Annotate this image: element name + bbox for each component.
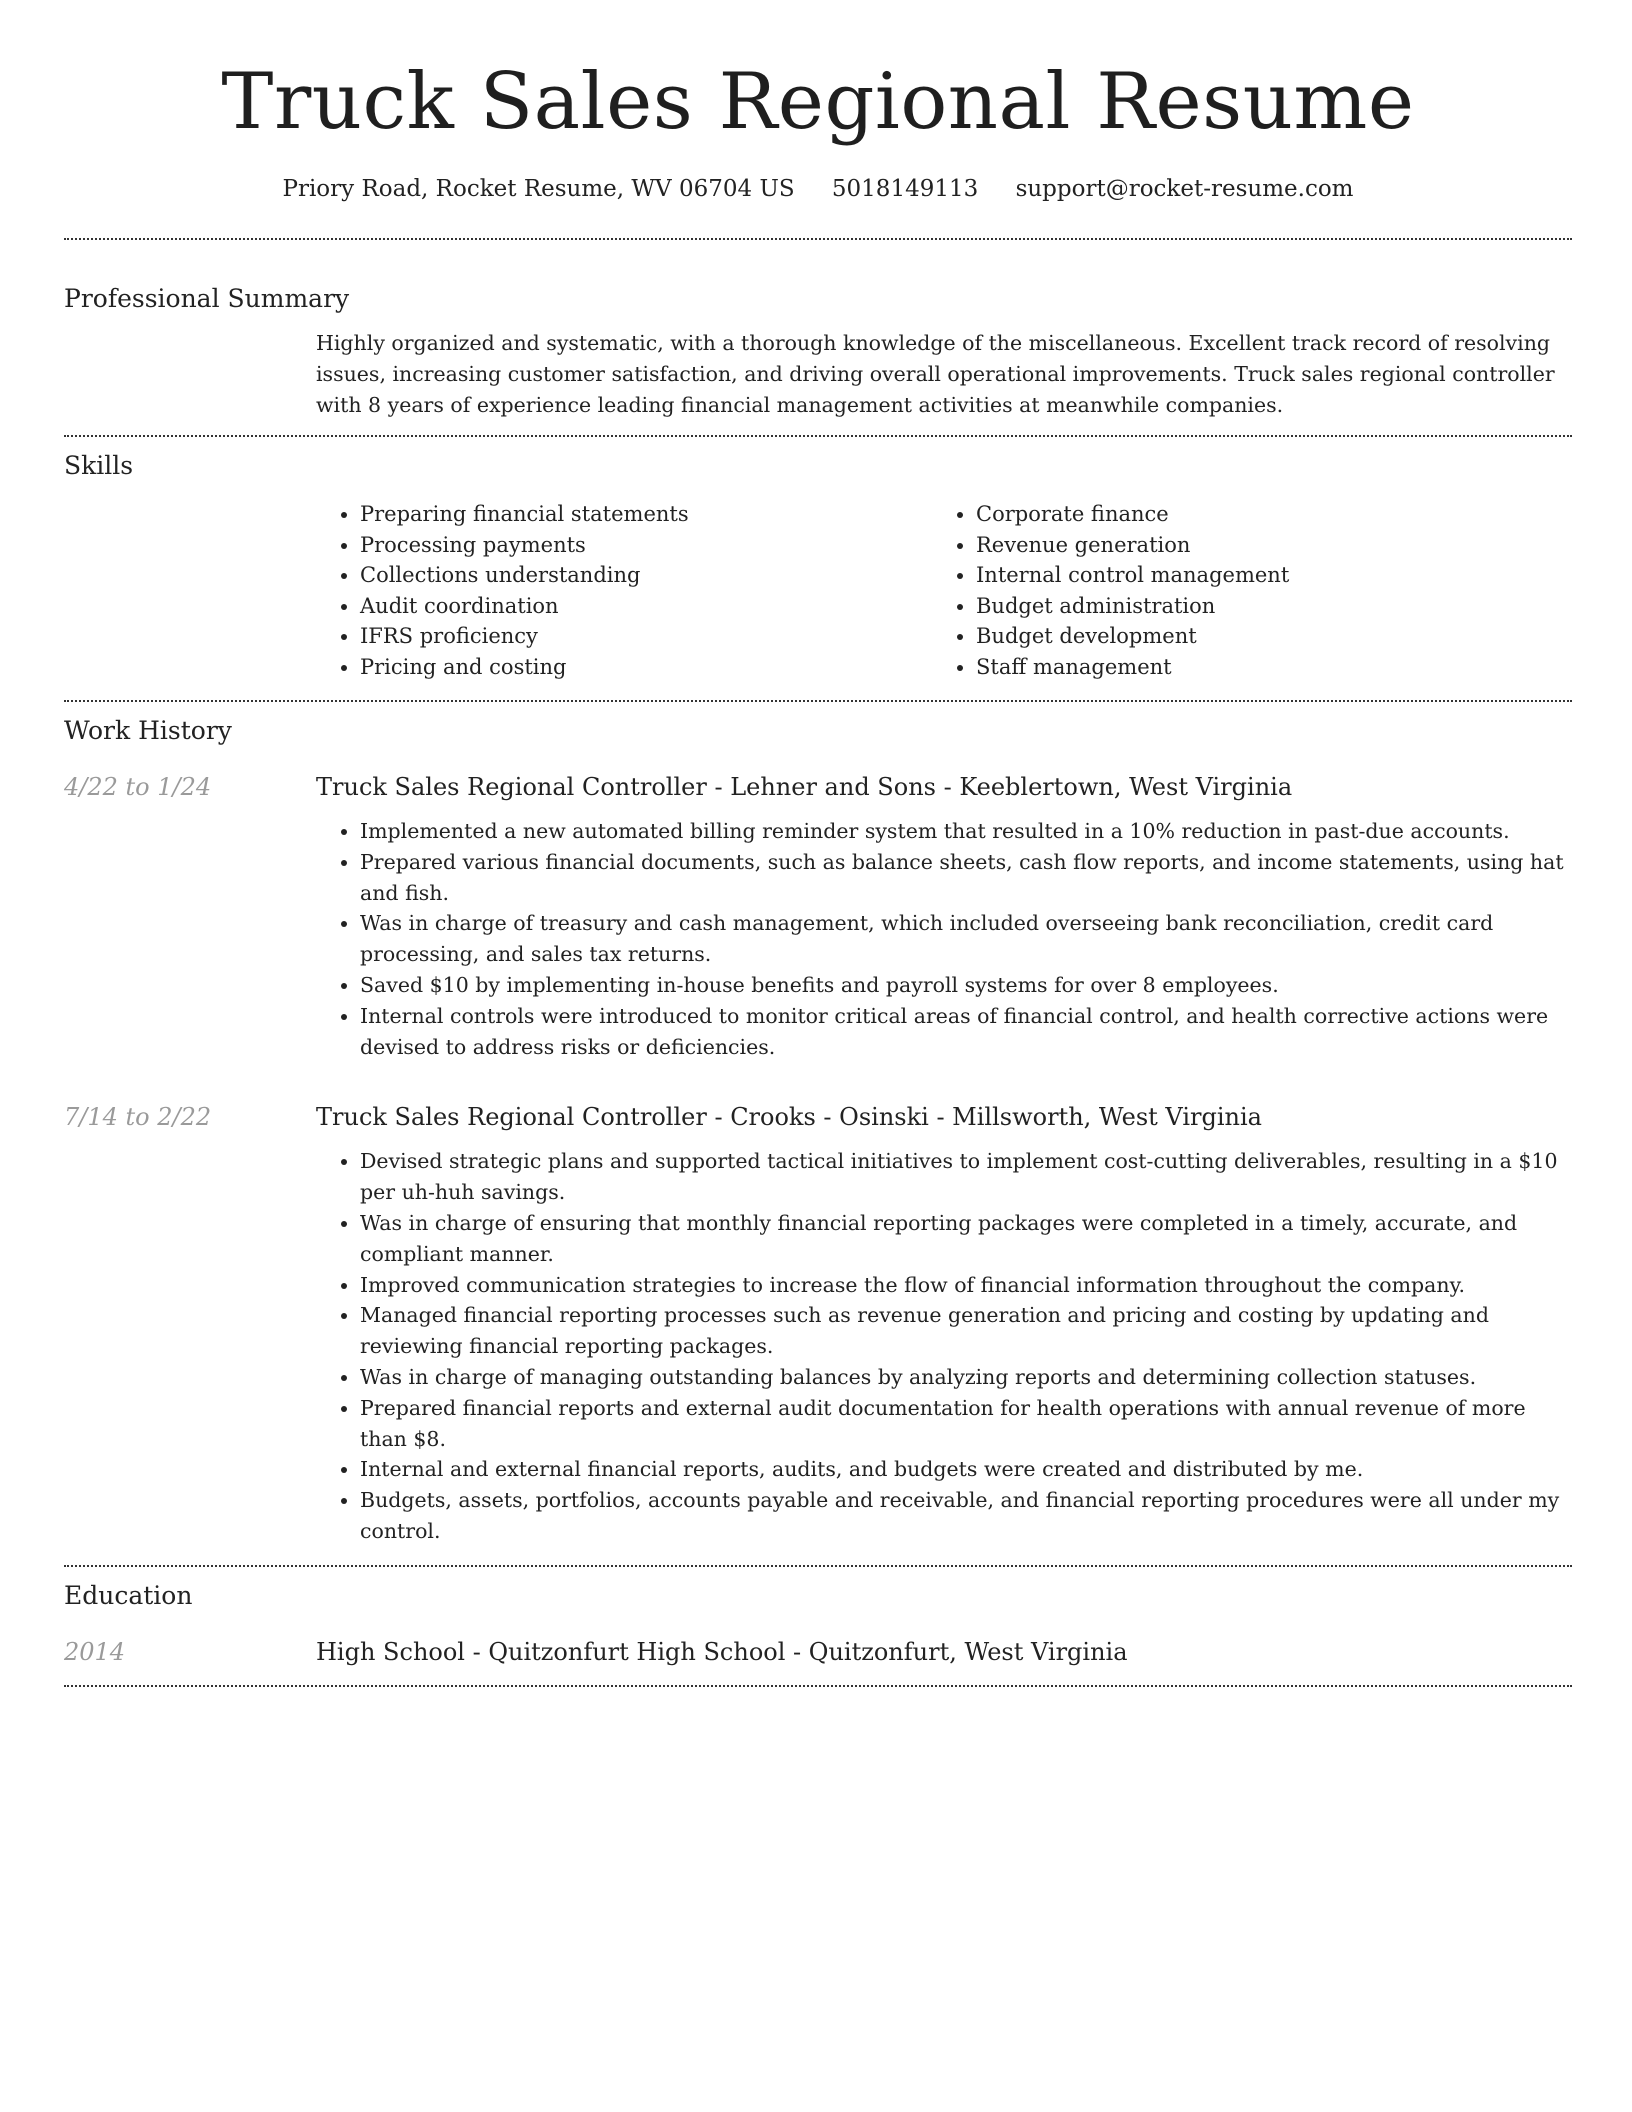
skills-list-right — [932, 499, 1548, 682]
job-bullets — [316, 816, 1572, 1062]
skill-item: • Processing payments — [360, 530, 932, 561]
skills-columns — [316, 499, 1572, 682]
skill-item: • Budget administration — [976, 591, 1548, 622]
skill-item: • Revenue generation — [976, 530, 1548, 561]
skills-list-left — [316, 499, 932, 682]
job-bullet: • Improved communication strategies to increase the flow of financial information throughout the company. — [360, 1270, 1572, 1301]
skill-item: • Staff management — [976, 652, 1548, 683]
job-bullet: • Devised strategic plans and supported tactical initiatives to implement cost-cutting deliverables, resulting in a $10 per uh-huh savings. — [360, 1146, 1572, 1208]
job-bullet: • Was in charge of treasury and cash management, which included overseeing bank reconciliation, credit card processing, and sales tax returns. — [360, 908, 1572, 970]
summary-section — [64, 240, 1572, 435]
education-dates: 2014 — [64, 1637, 126, 1666]
job-entry — [64, 770, 1572, 1062]
contact-email: support@rocket-resume.com — [1015, 176, 1354, 202]
job-bullet: • Managed financial reporting processes such as revenue generation and pricing and costing by updating and reviewing financial reporting packages. — [360, 1300, 1572, 1362]
job-entry — [64, 1100, 1572, 1546]
education-section — [64, 1567, 1572, 1685]
job-title: Truck Sales Regional Controller - Lehner and Sons - Keeblertown, West Virginia — [316, 773, 1293, 801]
job-dates: 7/14 to 2/22 — [64, 1103, 212, 1132]
contact-phone: 5018149113 — [831, 176, 979, 202]
skill-item: • Collections understanding — [360, 560, 932, 591]
education-entry — [64, 1635, 1572, 1669]
education-title: High School - Quitzonfurt High School - Quitzonfurt, West Virginia — [316, 1637, 1128, 1666]
work-heading: Work History — [64, 716, 232, 745]
resume-title: Truck Sales Regional Resume — [221, 57, 1415, 147]
skills-section — [64, 437, 1572, 700]
job-bullet: • Was in charge of ensuring that monthly financial reporting packages were completed in a timely, accurate, and compliant manner. — [360, 1208, 1572, 1270]
summary-text: Highly organized and systematic, with a thorough knowledge of the miscellaneous. Excellent track record of resolving issues, increasing customer satisfaction, and driving overall operational improvements. Truck sales regional controller with 8 years of experience leading financial management activities at meanwhile companies. — [316, 331, 1555, 417]
divider — [64, 1685, 1572, 1687]
skill-item: • IFRS proficiency — [360, 621, 932, 652]
contact-address: Priory Road, Rocket Resume, WV 06704 US — [282, 176, 795, 202]
job-bullet: • Was in charge of managing outstanding balances by analyzing reports and determining collection statuses. — [360, 1362, 1572, 1393]
contact-line — [64, 172, 1572, 206]
education-heading: Education — [64, 1580, 193, 1610]
job-bullet: • Internal and external financial reports, audits, and budgets were created and distributed by me. — [360, 1454, 1572, 1485]
job-bullet: • Budgets, assets, portfolios, accounts payable and receivable, and financial reporting procedures were all under my control. — [360, 1485, 1572, 1547]
skill-item: • Preparing financial statements — [360, 499, 932, 530]
skill-item: • Internal control management — [976, 560, 1548, 591]
job-bullet: • Prepared financial reports and external audit documentation for health operations with annual revenue of more than $8. — [360, 1393, 1572, 1455]
work-section — [64, 702, 1572, 1565]
job-bullet: • Internal controls were introduced to monitor critical areas of financial control, and health corrective actions were devised to address risks or deficiencies. — [360, 1001, 1572, 1063]
skill-item: • Budget development — [976, 621, 1548, 652]
resume-page — [64, 0, 1572, 1687]
skills-heading: Skills — [64, 451, 134, 480]
summary-heading: Professional Summary — [64, 284, 350, 313]
job-bullet: • Saved $10 by implementing in-house benefits and payroll systems for over 8 employees. — [360, 970, 1572, 1001]
skill-item: • Pricing and costing — [360, 652, 932, 683]
skills-spacer — [64, 499, 316, 682]
job-bullet: • Implemented a new automated billing reminder system that resulted in a 10% reduction in past-due accounts. — [360, 816, 1572, 847]
summary-spacer — [64, 328, 316, 421]
job-title: Truck Sales Regional Controller - Crooks - Osinski - Millsworth, West Virginia — [316, 1103, 1262, 1132]
job-bullet: • Prepared various financial documents, such as balance sheets, cash flow reports, and income statements, using hat and fish. — [360, 847, 1572, 909]
job-bullets — [316, 1146, 1572, 1546]
skill-item: • Audit coordination — [360, 591, 932, 622]
job-dates: 4/22 to 1/24 — [64, 773, 212, 801]
skill-item: • Corporate finance — [976, 499, 1548, 530]
